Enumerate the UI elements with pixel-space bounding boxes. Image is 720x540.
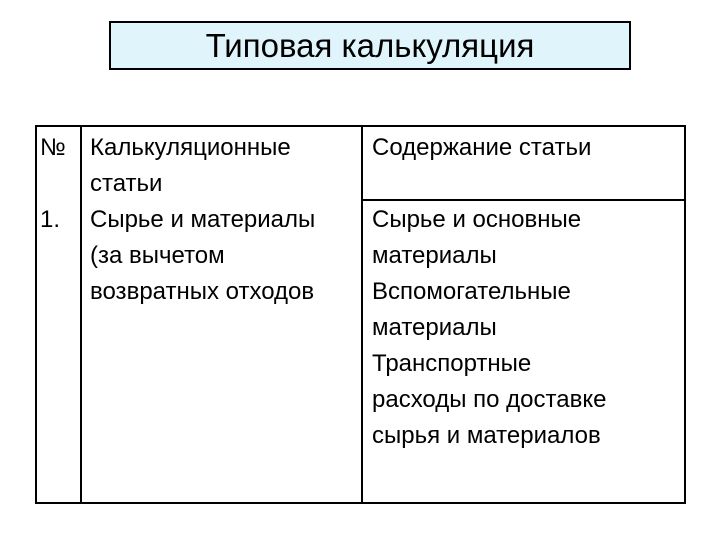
header-num: № — [40, 134, 66, 161]
table-bottom-border — [35, 502, 686, 504]
row-content-line: расходы по доставке — [372, 386, 607, 413]
header-article-line: статьи — [90, 170, 163, 197]
row-num: 1. — [40, 206, 61, 233]
table-right-border — [684, 125, 686, 504]
header-content: Содержание статьи — [372, 134, 592, 161]
table-col-divider-1 — [80, 125, 82, 504]
row-content-line: сырья и материалов — [372, 422, 601, 449]
table-col-divider-2 — [361, 125, 363, 504]
row-content-line: Вспомогательные — [372, 278, 571, 305]
row-content-line: материалы — [372, 314, 497, 341]
row-article-line: возвратных отходов — [90, 278, 315, 305]
slide-title — [109, 21, 631, 70]
row-article — [90, 202, 315, 310]
row-content — [372, 202, 606, 454]
title-text: Типовая калькуляция — [205, 26, 535, 64]
row-article-line: Сырье и материалы — [90, 206, 316, 233]
header-bottom-border — [361, 199, 686, 201]
row-content-line: Транспортные — [372, 350, 532, 377]
row-article-line: (за вычетом — [90, 242, 225, 269]
header-article-line: Калькуляционные — [90, 134, 291, 161]
row-content-line: Сырье и основные — [372, 206, 582, 233]
row-content-line: материалы — [372, 242, 497, 269]
header-article — [90, 130, 291, 202]
